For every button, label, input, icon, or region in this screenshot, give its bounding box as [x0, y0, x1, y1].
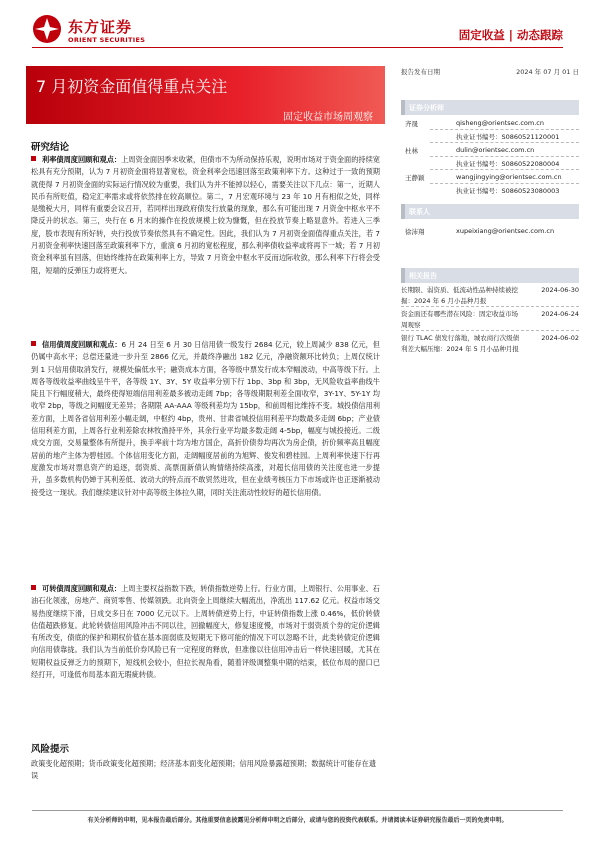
- credit-paragraph-title: 信用债周度回顾和观点：: [42, 340, 122, 349]
- related-heading: 相关报告: [409, 272, 437, 280]
- rates-paragraph-text: 上周资金面因季末收紧，但债市不为所动保持乐观，说明市场对于资金面的持续宽松具有充分预期，认为 7 月初资金面将显著宽松，资金利率会迅速回落至政策利率下方。这种过于一致的预期就使得 7 月初资金面的实际运行情况较为重要，我们认为并不能掉以轻心，需要关注以下几点：第一，近期人民币有所贬值，稳定汇率需求或将依然排在较高顺位。第二，7 月宏观环境与 23 年 10 月有相似之处，同样是缴税大月，同样有重要会议召开，若同样出现政府债发行放量的现象，那么有可能出现 7 月资金中枢水平不降反升的状态。第三，央行在 6 月末的操作在投放规模上较为慷慨，但在投放节奏上略显意外。若进入三季度，股市表现有所好转，央行投放节奏依然具有不确定性。因此，我们认为 7 月初资金面值得重点关注，若 7 月初资金利率快速回落至政策利率下方，重演 6 月初的宽松程度，那么利率债收益率或将再下一城；若 7 月初资金利率虽有回落，但始终维持在政策利率上方，导致 7 月资金中枢水平反而边际收敛，那么利率下行将会受阻，短端的反弹压力或将更大。: [31, 155, 380, 275]
- risk-heading: 风险提示: [31, 744, 70, 755]
- related-report-title-line1: 资金面还有哪些潜在风险：固定收益市场: [401, 310, 518, 318]
- related-report-item[interactable]: [401, 285, 579, 307]
- contact-name: 徐沛翔: [405, 228, 425, 236]
- related-report-title-line2: 利差大幅压缩：2024 年 5 月小品种月报: [401, 345, 519, 353]
- related-report-title-line1: 银行 TLAC 债发行落地，城农商行次级债: [401, 334, 520, 342]
- report-date-label: 报告发布日期: [401, 68, 440, 76]
- related-report-title-line2: 掘：2024 年 6 月小品种月报: [401, 297, 487, 305]
- analyst-name: 王静颖: [405, 174, 425, 182]
- title-banner: [26, 66, 385, 124]
- research-heading: 研究结论: [31, 142, 70, 153]
- analysts-header: [401, 100, 579, 115]
- brand-name-en: ORIENT SECURITIES: [68, 36, 146, 44]
- analyst-license: 执业证书编号：S0860521120001: [456, 133, 560, 141]
- footer-divider: [32, 810, 563, 811]
- bullet-icon: [31, 156, 36, 161]
- related-report-date: 2024-06-02: [541, 334, 579, 342]
- bullet-icon: [31, 585, 36, 590]
- analyst-license: 执业证书编号：S0860523080003: [456, 187, 560, 195]
- analyst-name: 齐晟: [405, 120, 418, 128]
- report-date-row: [401, 67, 579, 76]
- brand-logo: [32, 14, 162, 44]
- rates-paragraph: [31, 154, 380, 277]
- related-report-date: 2024-06-24: [541, 310, 579, 318]
- report-title: 7 月初资金面值得重点关注: [36, 77, 228, 96]
- related-report-title-line2: 周观察: [401, 321, 421, 329]
- analyst-email[interactable]: wangjingying@orientsec.com.cn: [456, 173, 562, 181]
- related-report-item[interactable]: [401, 333, 579, 355]
- related-report-title-line1: 长期限、弱资质、低流动性品种持续被挖: [401, 286, 518, 294]
- bullet-icon: [31, 341, 36, 346]
- report-date-value: 2024 年 07 月 01 日: [516, 68, 579, 76]
- rates-paragraph-title: 利率债周度回顾和观点：: [42, 155, 122, 164]
- convertible-paragraph: [31, 583, 380, 681]
- credit-paragraph-text: 6 月 24 日至 6 月 30 日信用债一级发行 2684 亿元，较上周减少 838 亿元，但仍属中高水平；总偿还量进一步升至 2866 亿元，并最终净融出 182 亿元，净融资额环比转负；上周仅统计到 1 只信用债取消发行，规模处偏低水平；融资成本方面，各等级中票发行成本窄幅波动，中高等级下行。上周各等级收益率曲线呈牛平，各等级 1Y、3Y、5Y 收益率分别下行 1bp、3bp 和 3bp，无风险收益率曲线牛陡且下行幅度稍大，最终使得短端信用利差最多被动走阔 7bp；各等级期限利差全面收窄，3Y-1Y、5Y-1Y 均收窄 2bp，等级之间幅度无差异；各期限 AA-AAA 等级利差均为 15bp，和前周相比维持不变。城投债信用利差方面，上周各省信用利差小幅走阔，中枢约 4bp，贵州、甘肃省城投信用利差平均数最多走阔 6bp；产业债信用利差方面，上周各行业利差除农林牧渔持平外，其余行业平均最多数走阔 4-5bp，幅度与城投接近。二级成交方面，交易量整体有所提升，换手率前十均为地方国企，高折价债券均再次为房企债，折价频率高且幅度居前的地产主体为碧桂园。个体信用变化方面，走阔幅度居前的为旭辉、俊发和碧桂园。上周利率快速下行再度激发市场对票息资产的追逐，弱资质、高票面新债认购情绪持续高涨，对超长信用债的关注度也进一步提升，虽多数机构仍婵于其利差低、波动大的特点而不敢贸然进攻，但在业绩考核压力下市场或许也正逐渐被动接受这一现状。我们继续建议针对中高等级主体拉久期，同时关注流动性较好的超长信用债。: [31, 340, 380, 497]
- report-subtitle: 固定收益市场周观察: [283, 112, 373, 123]
- brand-name-cn: 东方证券: [68, 18, 133, 36]
- contact-header: [401, 204, 579, 219]
- convertible-paragraph-title: 可转债周度回顾和观点：: [42, 584, 122, 593]
- credit-paragraph: [31, 339, 380, 499]
- analyst-license: 执业证书编号：S0860522080004: [456, 160, 560, 168]
- related-report-item[interactable]: [401, 309, 579, 331]
- analyst-email[interactable]: dulin@orientsec.com.cn: [456, 146, 535, 154]
- report-category: 固定收益 | 动态跟踪: [458, 28, 563, 42]
- contact-heading: 联系人: [409, 208, 430, 216]
- orient-logo-icon: [32, 14, 62, 44]
- analyst-email[interactable]: qisheng@orientsec.com.cn: [456, 119, 544, 127]
- contact-email[interactable]: xupeixiang@orientsec.com.cn: [456, 227, 555, 235]
- footer-disclaimer: 有关分析师的申明，见本报告最后部分。其他重要信息披露见分析师申明之后部分，或请与您的投资代表联系。并请阅读本证券研究报告最后一页的免责申明。: [87, 817, 508, 824]
- related-header: [401, 268, 579, 283]
- risk-text: 政策变化超预期；货币政策变化超预期；经济基本面变化超预期；信用风险暴露超预期；数据统计可能存在遗误: [31, 759, 377, 781]
- related-report-date: 2024-06-30: [541, 286, 579, 294]
- convertible-paragraph-text: 上周主要权益指数下跌，转债指数逆势上行。行业方面，上周银行、公用事业、石油石化领涨，房地产、商贸零售、传媒领跌。北向资金上周继续大幅流出，净流出 117.62 亿元。权益市场交易热度继续下滑，日成交多日在 7000 亿元以下。上周转债逆势上行，中证转债指数上涨 0.46%，低价转债估值超跌修复。此轮转债信用风险冲击不同以往，回撤幅度大，修复速度慢，市场对于弱资质个券的定价逻辑有所改变，债底的保护和期权价值在基本面弱底及短期无下修可能的情况下可以忽略不计，此类转债定价逻辑向信用债靠拢。我们认为当前低价券风险已有一定程度的释放，但准像以往信用冲击后一样快速回暖，尤其在短期权益反弹乏力的预期下，短线机会较小，但拉长视角看，随着评级调整集中期的结束，低位布局的窗口已经打开，可逢低布局基本面无瑕疵转债。: [31, 584, 380, 680]
- header-divider: [32, 47, 563, 48]
- analysts-heading: 证券分析师: [409, 104, 444, 112]
- analyst-name: 杜林: [405, 147, 418, 155]
